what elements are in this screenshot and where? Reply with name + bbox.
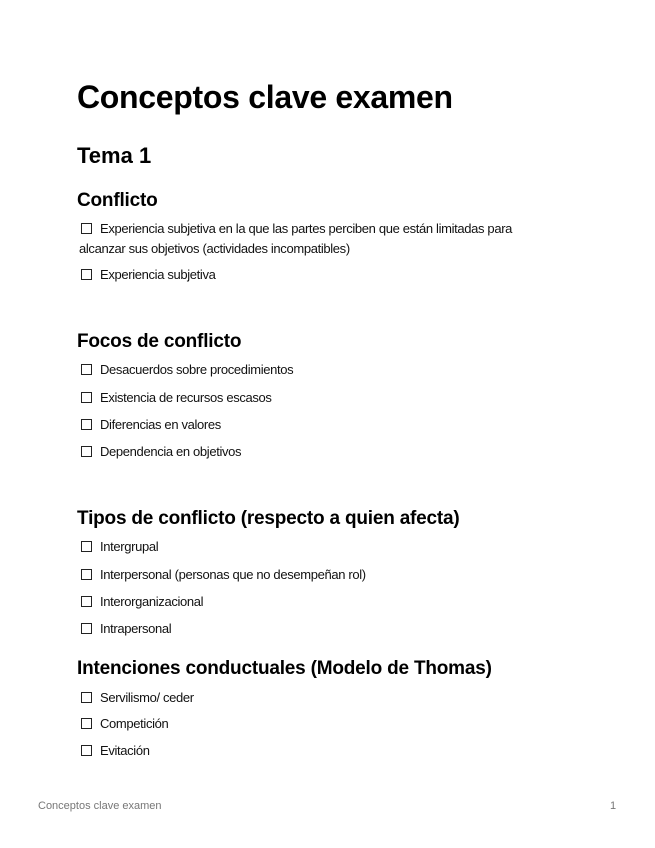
checklist-item [79, 619, 549, 639]
footer-document-name: Conceptos clave examen [38, 800, 162, 812]
checkbox-icon[interactable] [81, 364, 92, 375]
checkbox-icon[interactable] [81, 718, 92, 729]
footer-page-number: 1 [610, 800, 617, 812]
checkbox-icon[interactable] [81, 623, 92, 634]
checkbox-icon[interactable] [81, 596, 92, 607]
checklist-item [79, 415, 549, 435]
checkbox-icon[interactable] [81, 392, 92, 403]
checklist-item [79, 565, 549, 585]
checkbox-icon[interactable] [81, 569, 92, 580]
checkbox-icon[interactable] [81, 692, 92, 703]
checklist-item-text: Interpersonal (personas que no desempeñan rol) [100, 567, 366, 582]
subheading-tipos-de-conflicto: Tipos de conflicto (respecto a quien afecta) [77, 508, 460, 529]
checklist-item-text: Experiencia subjetiva [100, 267, 216, 282]
checkbox-icon[interactable] [81, 541, 92, 552]
checklist-item-text: Desacuerdos sobre procedimientos [100, 362, 294, 377]
checklist-item [79, 741, 549, 761]
checklist-item-text: Intergrupal [100, 539, 159, 554]
section-heading-tema-1: Tema 1 [77, 143, 152, 168]
document-title: Conceptos clave examen [77, 79, 453, 115]
checklist-item-text: Servilismo/ ceder [100, 690, 194, 705]
checklist-item [79, 219, 549, 258]
checklist-item [79, 688, 549, 708]
checklist-item [79, 714, 549, 734]
checklist-item [79, 537, 549, 557]
subheading-conflicto: Conflicto [77, 190, 158, 211]
checklist-item-text: Evitación [100, 743, 150, 758]
checklist-item [79, 592, 549, 612]
checklist-item-text: Experiencia subjetiva en la que las partes perciben que están limitadas para alcanzar sus objetivos (actividades incompatibles) [79, 221, 513, 256]
checklist-item-text: Dependencia en objetivos [100, 444, 242, 459]
subheading-intenciones-conductuales: Intenciones conductuales (Modelo de Thomas) [77, 658, 492, 679]
checkbox-icon[interactable] [81, 745, 92, 756]
checklist-item-text: Competición [100, 716, 169, 731]
checkbox-icon[interactable] [81, 269, 92, 280]
subheading-focos-de-conflicto: Focos de conflicto [77, 331, 242, 352]
checkbox-icon[interactable] [81, 446, 92, 457]
checklist-item [79, 360, 549, 380]
checklist-item [79, 265, 549, 285]
checkbox-icon[interactable] [81, 223, 92, 234]
checkbox-icon[interactable] [81, 419, 92, 430]
checklist-item-text: Interorganizacional [100, 594, 204, 609]
checklist-item-text: Diferencias en valores [100, 417, 221, 432]
checklist-item [79, 442, 549, 462]
checklist-item [79, 388, 549, 408]
checklist-item-text: Intrapersonal [100, 621, 172, 636]
checklist-item-text: Existencia de recursos escasos [100, 390, 272, 405]
